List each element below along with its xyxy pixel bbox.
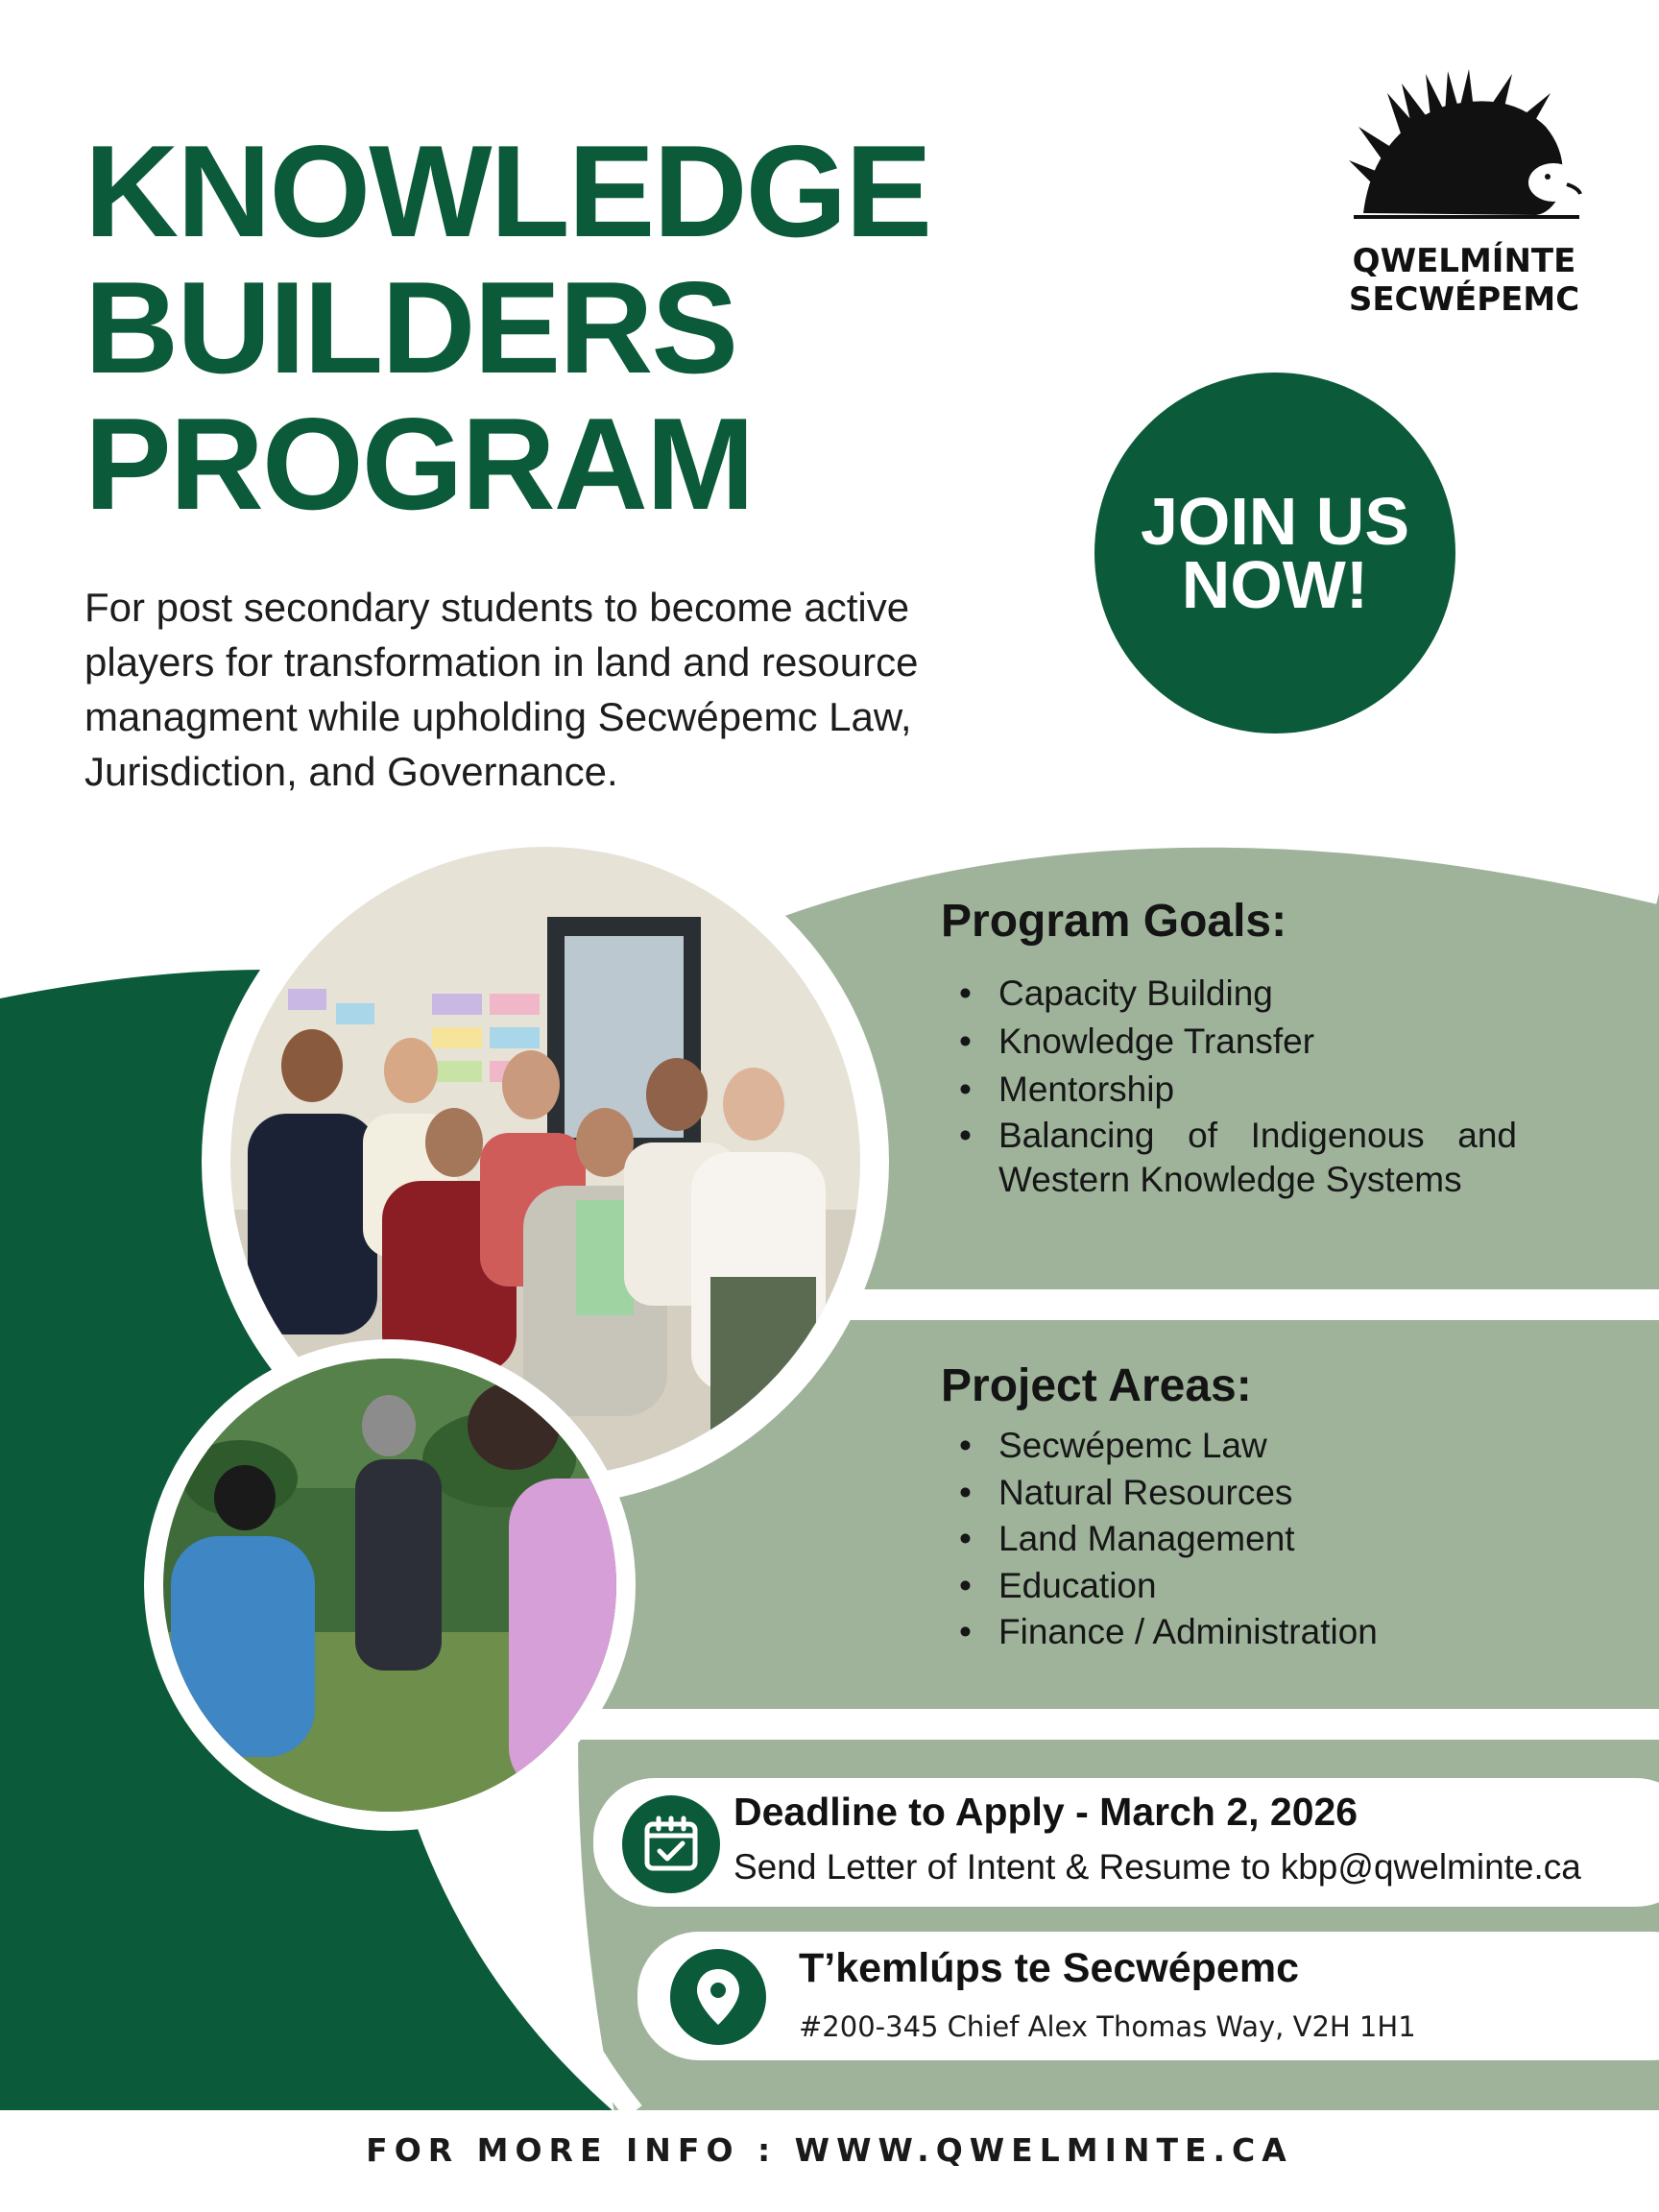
location-pin-icon-glyph xyxy=(694,1967,742,2027)
list-item-text: Land Management xyxy=(998,1519,1295,1558)
project-areas-title: Project Areas: xyxy=(941,1360,1252,1411)
organization-logo xyxy=(1344,69,1584,328)
location-pin-icon xyxy=(670,1949,766,2045)
bullet-icon: • xyxy=(959,1116,972,1155)
deadline-heading: Deadline to Apply - March 2, 2026 xyxy=(733,1790,1358,1834)
join-us-badge xyxy=(1094,373,1455,733)
list-item-text: Mentorship xyxy=(998,1070,1175,1109)
title-line: KNOWLEDGE xyxy=(84,118,931,264)
calendar-check-icon-glyph xyxy=(641,1815,701,1874)
bullet-icon: • xyxy=(959,974,972,1013)
bullet-icon: • xyxy=(959,1022,972,1061)
list-item-text: Secwépemc Law xyxy=(998,1426,1267,1465)
divider-band xyxy=(538,1709,1659,1740)
list-item-text: Capacity Building xyxy=(998,974,1273,1013)
join-us-line: NOW! xyxy=(1181,547,1369,622)
list-item xyxy=(941,1018,1517,1066)
list-item xyxy=(941,1516,1517,1563)
list-item-text: Finance / Administration xyxy=(998,1612,1378,1651)
calendar-check-icon xyxy=(622,1795,720,1893)
bullet-icon: • xyxy=(959,1070,972,1109)
list-item xyxy=(941,1114,1517,1202)
program-goals-title: Program Goals: xyxy=(941,896,1287,947)
footer-website: FOR MORE INFO : WWW.QWELMINTE.CA xyxy=(366,2131,1293,2169)
list-item-text: Natural Resources xyxy=(998,1472,1293,1512)
list-item xyxy=(941,970,1517,1018)
bullet-icon: • xyxy=(959,1472,972,1512)
porcupine-icon xyxy=(1344,69,1584,232)
bullet-icon: • xyxy=(959,1612,972,1651)
list-item-text: Education xyxy=(998,1565,1157,1605)
bullet-icon: • xyxy=(959,1519,972,1558)
deadline-instructions: Send Letter of Intent & Resume to kbp@qwelminte.ca xyxy=(733,1847,1581,1887)
list-item xyxy=(941,1470,1517,1517)
program-goals-list xyxy=(941,970,1517,1202)
list-item xyxy=(941,1609,1517,1656)
list-item xyxy=(941,1563,1517,1610)
intro-text: For post secondary students to become active players for transformation in land and resource managment while upholding Secwépemc Law, Jurisdiction, and Governance. xyxy=(84,585,919,794)
bullet-icon: • xyxy=(959,1426,972,1465)
list-item-text: Knowledge Transfer xyxy=(998,1022,1315,1061)
join-us-line: JOIN US xyxy=(1140,484,1410,559)
location-address: #200-345 Chief Alex Thomas Way, V2H 1H1 xyxy=(799,2010,1416,2043)
project-areas-list xyxy=(941,1423,1517,1656)
page-title xyxy=(84,118,931,537)
title-line: BUILDERS xyxy=(84,254,737,400)
list-item xyxy=(941,1066,1517,1114)
title-line: PROGRAM xyxy=(84,391,754,537)
bullet-icon: • xyxy=(959,1565,972,1605)
logo-text-line: SECWÉPEMC xyxy=(1348,280,1580,319)
list-item xyxy=(941,1423,1517,1470)
logo-text xyxy=(1344,242,1584,319)
list-item-text: Balancing of Indigenous and Western Knowledge Systems xyxy=(998,1116,1517,1199)
logo-text-line: QWELMÍNTE xyxy=(1352,242,1576,280)
location-heading: T’kemlúps te Secwépemc xyxy=(799,1945,1299,1991)
